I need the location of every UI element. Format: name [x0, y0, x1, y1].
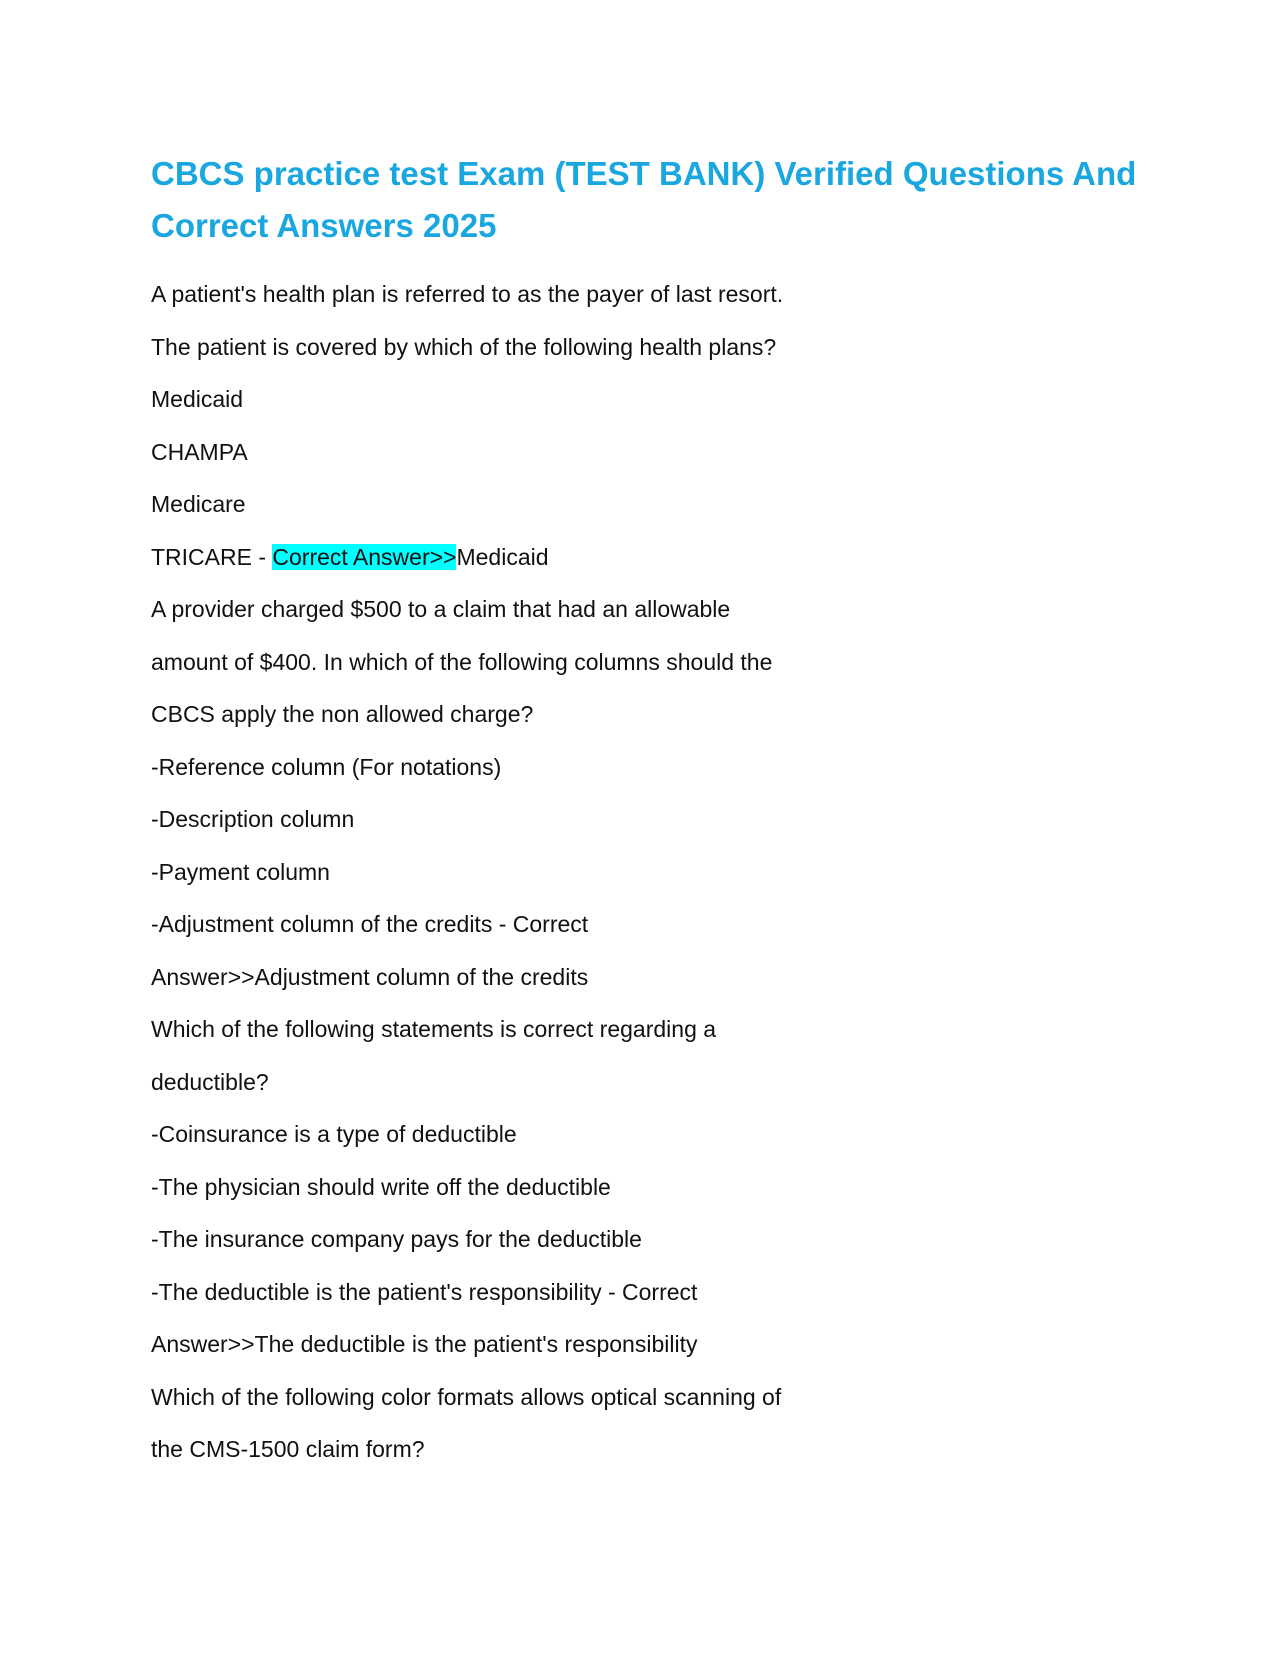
- answer-text: Medicaid: [456, 543, 549, 570]
- answer-prefix: TRICARE -: [151, 543, 273, 570]
- text-line: -Reference column (For notations): [151, 753, 502, 780]
- document-title: CBCS practice test Exam (TEST BANK) Verified Questions And Correct Answers 2025: [151, 155, 1137, 244]
- highlighted-correct-answer: Correct Answer>>: [272, 543, 457, 570]
- document-body: [151, 268, 1151, 1476]
- text-line: Medicare: [151, 491, 246, 517]
- text-line: -The physician should write off the deductible: [151, 1173, 611, 1200]
- text-line: -The deductible is the patient's responsibility - Correct: [151, 1278, 698, 1305]
- text-line: -The insurance company pays for the deductible: [151, 1226, 642, 1252]
- text-line: -Description column: [151, 806, 355, 832]
- text-line: A provider charged $500 to a claim that had an allowable: [151, 596, 731, 622]
- text-line: CBCS apply the non allowed charge?: [151, 701, 534, 727]
- text-line: deductible?: [151, 1068, 269, 1095]
- text-line: -Adjustment column of the credits - Correct: [151, 911, 589, 937]
- answer-line: [151, 531, 1151, 584]
- text-line: CHAMPA: [151, 438, 248, 465]
- text-line: A patient's health plan is referred to as the payer of last resort.: [151, 281, 784, 307]
- text-line: Answer>>The deductible is the patient's responsibility: [151, 1331, 698, 1357]
- text-line: the CMS-1500 claim form?: [151, 1436, 425, 1462]
- text-line: Which of the following color formats allows optical scanning of: [151, 1383, 782, 1410]
- text-line: -Payment column: [151, 858, 330, 885]
- text-line: -Coinsurance is a type of deductible: [151, 1121, 517, 1147]
- text-line: amount of $400. In which of the following columns should the: [151, 648, 773, 675]
- text-line: Which of the following statements is correct regarding a: [151, 1016, 717, 1042]
- text-line: Answer>>Adjustment column of the credits: [151, 963, 589, 990]
- text-line: The patient is covered by which of the following health plans?: [151, 333, 777, 360]
- text-line: Medicaid: [151, 386, 244, 412]
